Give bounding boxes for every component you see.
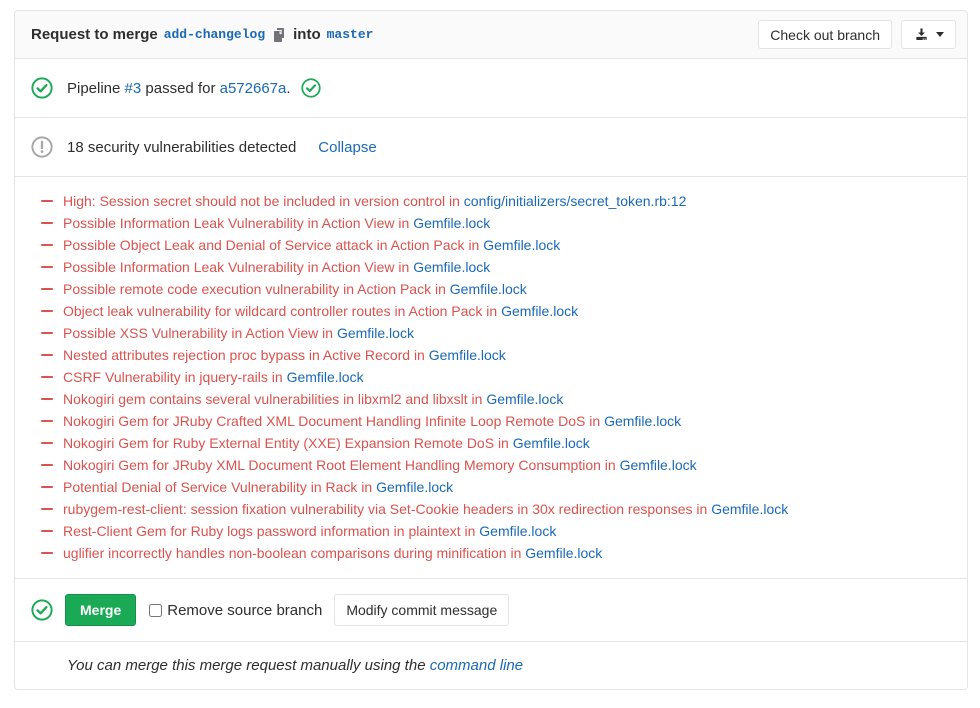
vulnerability-text: Possible Information Leak Vulnerability in Action View in <box>63 215 414 231</box>
vulnerability-text: Nokogiri Gem for Ruby External Entity (XXE) Expansion Remote DoS in <box>63 435 513 451</box>
mr-widget-header <box>15 11 967 59</box>
commit-status-success-icon[interactable] <box>301 78 321 98</box>
merge-button[interactable]: Merge <box>65 594 136 626</box>
vulnerability-row <box>41 542 951 564</box>
vulnerability-file-link[interactable]: Gemfile.lock <box>479 523 557 539</box>
merge-ready-icon <box>31 599 53 621</box>
vulnerability-text: Possible remote code execution vulnerability in Action Pack in <box>63 281 450 297</box>
vulnerability-text: Possible Information Leak Vulnerability in Action View in <box>63 259 414 275</box>
download-dropdown-button[interactable] <box>901 20 956 49</box>
vulnerability-row <box>41 498 951 520</box>
pipeline-text-middle: passed for <box>145 79 216 97</box>
mr-title-middle: into <box>293 26 321 43</box>
command-line-link[interactable]: command line <box>429 657 524 674</box>
vulnerability-text-wrap <box>63 278 527 300</box>
source-branch-link[interactable]: add-changelog <box>163 27 266 42</box>
dash-icon <box>41 200 53 202</box>
vulnerability-row <box>41 454 951 476</box>
vulnerability-text-wrap <box>63 432 590 454</box>
vulnerability-row <box>41 212 951 234</box>
vulnerability-text-wrap <box>63 366 364 388</box>
vulnerability-row <box>41 388 951 410</box>
dash-icon <box>41 288 53 290</box>
vulnerability-file-link[interactable]: Gemfile.lock <box>711 501 789 517</box>
mr-title-prefix: Request to merge <box>31 26 158 43</box>
dash-icon <box>41 420 53 422</box>
pipeline-text-suffix: . <box>286 79 291 97</box>
vulnerability-row <box>41 190 951 212</box>
vulnerability-file-link[interactable]: Gemfile.lock <box>376 479 454 495</box>
vulnerability-text-wrap <box>63 190 686 212</box>
dash-icon <box>41 266 53 268</box>
vulnerability-text: Nokogiri gem contains several vulnerabilities in libxml2 and libxslt in <box>63 391 487 407</box>
vulnerability-text: Nested attributes rejection proc bypass in Active Record in <box>63 347 429 363</box>
dash-icon <box>41 332 53 334</box>
vulnerability-row <box>41 234 951 256</box>
vulnerability-row <box>41 344 951 366</box>
modify-commit-message-button[interactable]: Modify commit message <box>334 594 509 626</box>
dash-icon <box>41 442 53 444</box>
vulnerability-text: Possible Object Leak and Denial of Service attack in Action Pack in <box>63 237 484 253</box>
vulnerability-file-link[interactable]: Gemfile.lock <box>413 215 491 231</box>
merge-request-widget <box>14 10 968 690</box>
vulnerability-row <box>41 432 951 454</box>
security-summary-text: 18 security vulnerabilities detected <box>67 138 297 156</box>
vulnerability-file-link[interactable]: Gemfile.lock <box>428 347 506 363</box>
security-summary-row <box>15 118 967 177</box>
dash-icon <box>41 376 53 378</box>
pipeline-status-row <box>15 59 967 118</box>
vulnerability-text-wrap <box>63 410 681 432</box>
vulnerability-text: Potential Denial of Service Vulnerability in Rack in <box>63 479 377 495</box>
pipeline-status-text <box>67 80 291 97</box>
vulnerability-text-wrap <box>63 300 578 322</box>
vulnerability-text-wrap <box>63 322 414 344</box>
vulnerability-row <box>41 300 951 322</box>
remove-source-branch-checkbox[interactable] <box>149 604 162 617</box>
manual-merge-text: You can merge this merge request manually using the <box>67 657 426 674</box>
vulnerability-row <box>41 366 951 388</box>
dash-icon <box>41 464 53 466</box>
dash-icon <box>41 354 53 356</box>
dash-icon <box>41 486 53 488</box>
vulnerability-row <box>41 520 951 542</box>
pipeline-text-prefix: Pipeline <box>67 79 121 97</box>
vulnerability-file-link[interactable]: Gemfile.lock <box>486 391 564 407</box>
dash-icon <box>41 244 53 246</box>
vulnerability-text: CSRF Vulnerability in jquery-rails in <box>63 369 287 385</box>
vulnerability-list <box>15 177 967 579</box>
vulnerability-text-wrap <box>63 520 556 542</box>
vulnerability-file-link[interactable]: Gemfile.lock <box>483 237 561 253</box>
dash-icon <box>41 530 53 532</box>
vulnerability-file-link[interactable]: Gemfile.lock <box>336 325 414 341</box>
vulnerability-text-wrap <box>63 454 697 476</box>
chevron-down-icon <box>936 32 944 37</box>
dash-icon <box>41 222 53 224</box>
vulnerability-file-link[interactable]: config/initializers/secret_token.rb:12 <box>463 193 687 209</box>
vulnerability-text: Rest-Client Gem for Ruby logs password information in plaintext in <box>63 523 480 539</box>
download-icon <box>913 27 929 43</box>
header-actions <box>758 20 956 49</box>
vulnerability-row <box>41 476 951 498</box>
vulnerability-file-link[interactable]: Gemfile.lock <box>512 435 590 451</box>
vulnerability-text-wrap <box>63 234 560 256</box>
vulnerability-row <box>41 322 951 344</box>
vulnerability-text: uglifier incorrectly handles non-boolean comparisons during minification in <box>63 545 526 561</box>
vulnerability-text: High: Session secret should not be included in version control in <box>63 193 464 209</box>
mr-title <box>31 26 373 43</box>
remove-source-branch-option[interactable] <box>149 602 322 619</box>
vulnerability-file-link[interactable]: Gemfile.lock <box>501 303 579 319</box>
vulnerability-file-link[interactable]: Gemfile.lock <box>604 413 682 429</box>
dash-icon <box>41 398 53 400</box>
check-out-branch-button[interactable]: Check out branch <box>758 20 892 49</box>
commit-sha-link[interactable]: a572667a <box>219 79 287 97</box>
target-branch-link[interactable]: master <box>326 27 374 42</box>
vulnerability-text-wrap <box>63 388 563 410</box>
vulnerability-row <box>41 256 951 278</box>
vulnerability-text-wrap <box>63 498 788 520</box>
exclamation-circle-icon <box>31 136 53 158</box>
vulnerability-text-wrap <box>63 256 490 278</box>
remove-source-branch-label: Remove source branch <box>167 601 323 619</box>
dash-icon <box>41 310 53 312</box>
vulnerability-text-wrap <box>63 212 490 234</box>
vulnerability-text: Nokogiri Gem for JRuby Crafted XML Document Handling Infinite Loop Remote DoS in <box>63 413 605 429</box>
vulnerability-file-link[interactable]: Gemfile.lock <box>525 545 603 561</box>
vulnerability-file-link[interactable]: Gemfile.lock <box>449 281 527 297</box>
pipeline-success-icon <box>31 77 53 99</box>
vulnerability-text: Object leak vulnerability for wildcard controller routes in Action Pack in <box>63 303 502 319</box>
vulnerability-row <box>41 278 951 300</box>
merge-controls-row <box>15 579 967 642</box>
vulnerability-text-wrap <box>63 542 602 564</box>
vulnerability-text-wrap <box>63 476 453 498</box>
vulnerability-file-link[interactable]: Gemfile.lock <box>413 259 491 275</box>
vulnerability-text-wrap <box>63 344 506 366</box>
pipeline-number-link[interactable]: #3 <box>124 79 142 97</box>
dash-icon <box>41 508 53 510</box>
vulnerability-text: Nokogiri Gem for JRuby XML Document Root Element Handling Memory Consumption in <box>63 457 620 473</box>
vulnerability-file-link[interactable]: Gemfile.lock <box>619 457 697 473</box>
dash-icon <box>41 552 53 554</box>
copy-icon[interactable] <box>271 27 287 43</box>
vulnerability-text: rubygem-rest-client: session fixation vulnerability via Set-Cookie headers in 30x redirection responses in <box>63 501 712 517</box>
vulnerability-text: Possible XSS Vulnerability in Action View in <box>63 325 337 341</box>
collapse-link[interactable]: Collapse <box>318 138 377 156</box>
vulnerability-file-link[interactable]: Gemfile.lock <box>286 369 364 385</box>
manual-merge-note <box>15 642 967 689</box>
vulnerability-row <box>41 410 951 432</box>
